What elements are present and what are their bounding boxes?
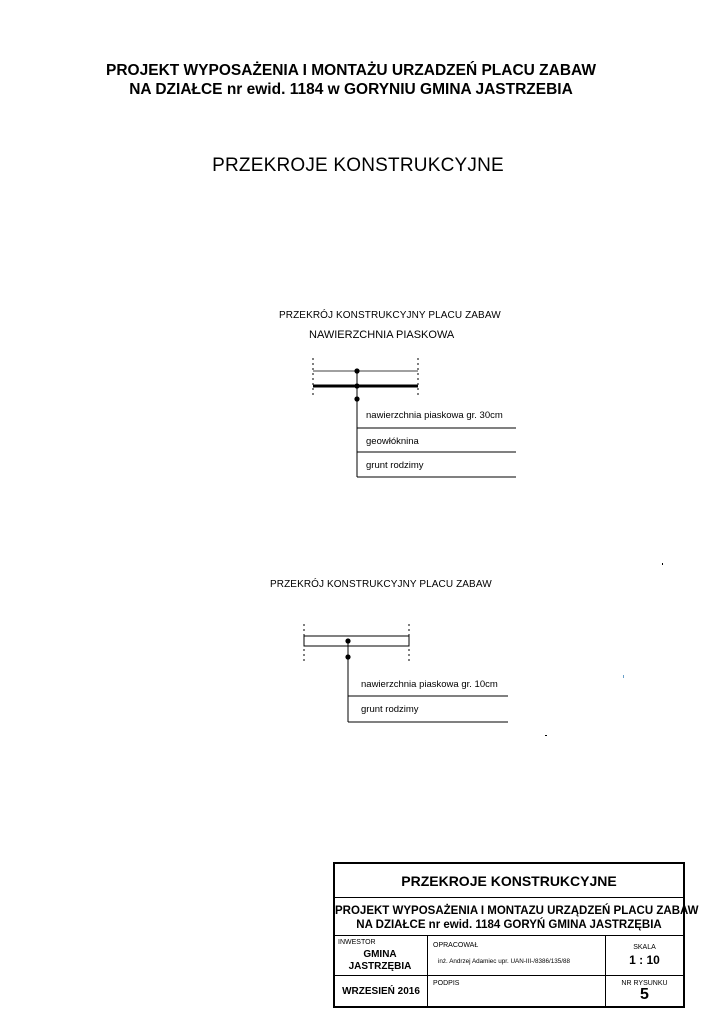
section1-subtitle: NAWIERZCHNIA PIASKOWA — [309, 329, 455, 341]
section1-layer-3: grunt rodzimy — [366, 460, 424, 471]
section2-leader-dot-1 — [345, 638, 350, 643]
title-block-investor-cell — [335, 936, 428, 976]
title-block-date-cell — [335, 976, 428, 1006]
title-block-scale-cell — [606, 936, 683, 976]
title-block-project-cell — [335, 898, 699, 936]
title-block-prepared-cell — [428, 936, 606, 976]
investor-label: INWESTOR — [338, 939, 376, 946]
project-title-line1: PROJEKT WYPOSAŻENIA I MONTAŻU URZADZEŃ PLACU ZABAW — [106, 62, 596, 79]
title-block-project-line2: NA DZIAŁCE nr ewid. 1184 GORYŃ GMINA JASTRZĘBIA — [356, 919, 662, 931]
drawing-no-value: 5 — [640, 986, 649, 1003]
prepared-value: inż. Andrzej Adamiec upr. UAN-III-/8386/135/88 — [438, 958, 570, 965]
section1-layer-1: nawierzchnia piaskowa gr. 30cm — [366, 410, 503, 421]
scale-label: SKALA — [633, 944, 656, 951]
investor-line2: JASTRZĘBIA — [348, 961, 412, 972]
section1-leader-dot-3 — [354, 396, 359, 401]
drawing-title: PRZEKROJE KONSTRUKCYJNE — [212, 155, 504, 176]
section1-leader-dot-1 — [354, 368, 359, 373]
project-title-line2: NA DZIAŁCE nr ewid. 1184 w GORYNIU GMINA JASTRZEBIA — [129, 81, 573, 98]
title-block — [333, 862, 699, 1008]
title-block-drawing-name-cell — [335, 864, 683, 898]
title-block-project-line1: PROJEKT WYPOSAŻENIA I MONTAZU URZĄDZEŃ PLACU ZABAW — [335, 905, 699, 917]
section1-title: PRZEKRÓJ KONSTRUKCYJNY PLACU ZABAW — [279, 310, 501, 321]
scale-value: 1 : 10 — [629, 953, 660, 967]
title-block-drawing-name: PRZEKROJE KONSTRUKCYJNE — [401, 872, 617, 889]
section1-layer-2: geowłóknina — [366, 436, 419, 447]
date-value: WRZESIEŃ 2016 — [342, 985, 420, 997]
prepared-label: OPRACOWAŁ — [433, 942, 479, 949]
title-block-signature-cell — [428, 976, 606, 1006]
section1-leader-dot-2 — [354, 383, 359, 388]
title-block-drawing-no-cell — [606, 976, 683, 1006]
section2-layer-box — [304, 636, 409, 646]
section2-leader-dot-2 — [345, 654, 350, 659]
signature-label: PODPIS — [433, 980, 460, 987]
investor-line1: GMINA — [363, 949, 397, 960]
drawing-no-label: NR RYSUNKU — [621, 980, 668, 987]
section2-title: PRZEKRÓJ KONSTRUKCYJNY PLACU ZABAW — [270, 579, 492, 590]
section2-layer-2: grunt rodzimy — [361, 704, 419, 715]
section2-layer-1: nawierzchnia piaskowa gr. 10cm — [361, 679, 498, 690]
